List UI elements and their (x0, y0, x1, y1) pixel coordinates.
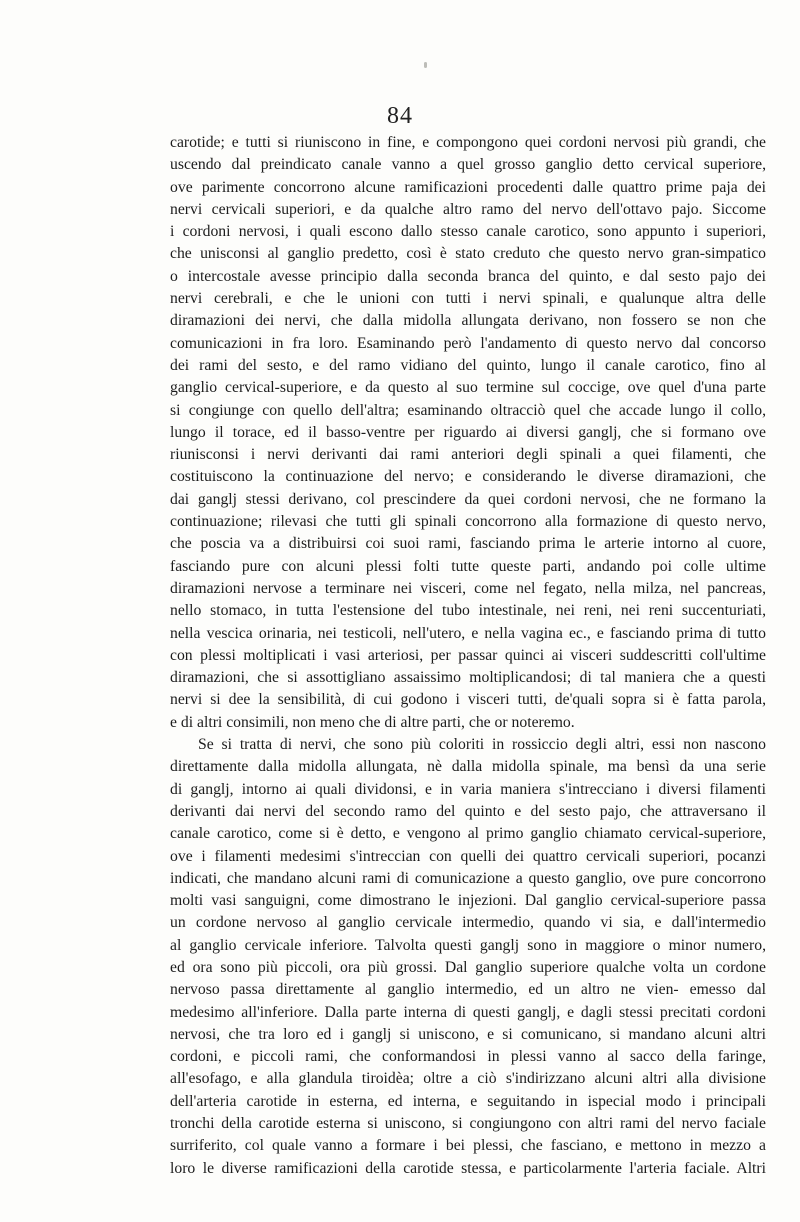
text-line: comunicazioni in fra loro. Esaminando però l'andamento di questo nervo dal concorso (170, 334, 766, 352)
text-line: nervoso passa direttamente al ganglio intermedio, ed un altro ne vien- emesso dal (170, 981, 766, 999)
text-line: fasciando pure con alcuni plessi folti tutte queste parti, andando poi colle ultime (170, 557, 766, 575)
text-line: uscendo dal preindicato canale vanno a quel grosso ganglio detto cervical superiore, (170, 156, 766, 174)
text-line: di ganglj, intorno ai quali dividonsi, e in varia maniera s'intrecciano i diversi filamenti (170, 780, 766, 798)
text-line: costituiscono la continuazione del nervo; e considerando le diverse diramazioni, che (170, 468, 766, 486)
text-line: dai ganglj stessi derivano, col prescindere da quei cordoni nervosi, che ne formano la (170, 490, 766, 508)
text-line: e di altri consimili, non meno che di altre parti, che or noteremo. (170, 713, 575, 731)
text-line: si congiunge con quello dell'altra; esaminando oltracciò quel che accade lungo il collo, (170, 401, 766, 419)
text-line: all'esofago, e alla glandula tiroidèa; oltre a ciò s'indirizzano alcuni altri alla divisione (170, 1070, 766, 1088)
text-line: cordoni, e piccoli rami, che conformandosi in plessi vanno al sacco della faringe, (170, 1048, 766, 1066)
paragraph-1 (170, 132, 766, 734)
text-line: direttamente dalla midolla allungata, nè dalla midolla spinale, ma bensì da una serie (170, 758, 766, 776)
text-line: tronchi della carotide esterna si uniscono, si congiungono con altri rami del nervo faciale (170, 1115, 766, 1133)
text-line: al ganglio cervicale inferiore. Talvolta questi ganglj sono in maggiore o minor numero, (170, 936, 766, 954)
text-line: dell'arteria carotide in esterna, ed interna, e seguitando in ispecial modo i principali (170, 1092, 766, 1110)
text-line: loro le diverse ramificazioni della carotide stessa, e particolarmente l'arteria faciale. Altri (170, 1159, 766, 1177)
text-line: un cordone nervoso al ganglio cervicale intermedio, quando vi sia, e dall'intermedio (170, 914, 766, 932)
text-line: canale carotico, come si è detto, e vengono al primo ganglio chiamato cervical-superiore, (170, 825, 766, 843)
text-line: diramazioni, che si assottigliano assaissimo moltiplicandosi; di tal maniera che a questi (170, 669, 766, 687)
text-line: riunisconsi i nervi derivanti dai rami anteriori degli spinali a quei filamenti, che (170, 446, 766, 464)
text-line: diramazioni nervose a terminare nei visceri, come nel fegato, nella milza, nel pancreas, (170, 579, 766, 597)
text-line: ed ora sono più piccoli, ora più grossi. Dal ganglio superiore qualche volta un cordone (170, 958, 766, 976)
text-line: nervi si dee la sensibilità, di cui godono i visceri tutti, de'quali sopra si è fatta parola, (170, 691, 766, 709)
text-line: ove i filamenti medesimi s'intreccian con quelli dei quattro cervicali superiori, pocanzi (170, 847, 766, 865)
text-line: nervi cervicali superiori, e da qualche altro ramo del nervo dell'ottavo pajo. Siccome (170, 200, 766, 218)
text-line: o intercostale avesse principio dalla seconda branca del quinto, e dal sesto pajo dei (170, 267, 766, 285)
paper-speck (424, 62, 427, 68)
text-line: derivanti dai nervi del secondo ramo del quinto e del sesto pajo, che attraversano il (170, 802, 766, 820)
text-line: lungo il torace, ed il basso-ventre per riguardo ai diversi ganglj, che si formano ove (170, 423, 766, 441)
text-line: molti vasi sanguigni, come dimostrano le injezioni. Dal ganglio cervical-superiore passa (170, 892, 766, 910)
text-line: ganglio cervical-superiore, e da questo al suo termine sul coccige, ove quel d'una parte (170, 379, 766, 397)
text-line: nervi cerebrali, e che le unioni con tutti i nervi spinali, e qualunque altra delle (170, 290, 766, 308)
text-line: ove parimente concorrono alcune ramificazioni procedenti dalle quattro prime paja dei (170, 178, 766, 196)
text-line: nella vescica orinaria, nei testicoli, nell'utero, e nella vagina ec., e fasciando prima di tutto (170, 624, 766, 642)
paragraph-2 (170, 734, 766, 1180)
text-line: diramazioni dei nervi, che dalla midolla allungata derivano, non fossero se non che (170, 312, 766, 330)
text-line: carotide; e tutti si riuniscono in fine, e compongono quei cordoni nervosi più grandi, che (170, 134, 766, 151)
text-line: che unisconsi al ganglio predetto, così è stato creduto che questo nervo gran-simpatico (170, 245, 766, 263)
text-line: continuazione; rilevasi che tutti gli spinali concorrono alla formazione di questo nervo, (170, 513, 766, 531)
page-number: 84 (387, 103, 413, 129)
text-line: nervosi, che tra loro ed i ganglj si uniscono, e si comunicano, si mandano alcuni altri (170, 1025, 766, 1043)
body-text (170, 132, 766, 1180)
text-line: i cordoni nervosi, i quali escono dallo stesso canale carotico, sono appunto i superiori, (170, 223, 766, 241)
text-line: con plessi moltiplicati i vasi arteriosi, per passar quinci ai visceri suddescritti coll'ultime (170, 646, 766, 664)
text-line: dei rami del sesto, e del ramo vidiano del quinto, lungo il canale carotico, fino al (170, 356, 766, 374)
text-line: che poscia va a distribuirsi coi suoi rami, fasciando prima le arterie intorno al cuore, (170, 535, 766, 553)
text-line: nello stomaco, in tutta l'estensione del tubo intestinale, nei reni, nei reni succenturiati, (170, 602, 766, 620)
text-line: surriferito, col quale vanno a formare i bei plessi, che fasciano, e mettono in mezzo a (170, 1137, 766, 1155)
text-line: indicati, che mandano alcuni rami di comunicazione a questo ganglio, ove pure concorrono (170, 869, 766, 887)
text-line: Se si tratta di nervi, che sono più coloriti in rossiccio degli altri, essi non nascono (198, 736, 766, 754)
text-line: medesimo all'inferiore. Dalla parte interna di questi ganglj, e dagli stessi precitati cordoni (170, 1003, 766, 1021)
